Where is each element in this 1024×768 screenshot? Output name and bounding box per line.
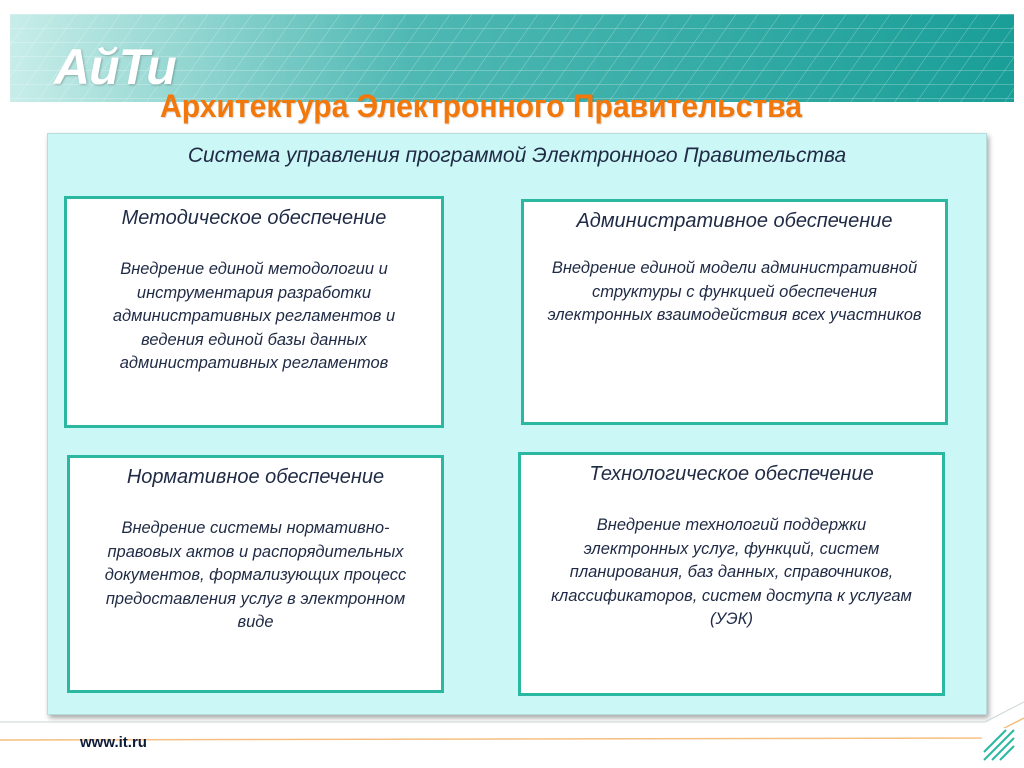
footer-decoration	[0, 680, 1024, 768]
card-title: Методическое обеспечение	[121, 207, 387, 229]
card-text: Внедрение технологий поддержки электронных услуг, функций, систем планирования, баз данных, справочников, классификаторов, систем доступа к услугам (УЭК)	[551, 516, 912, 628]
card-text: Внедрение единой методологии и инструментария разработки административных регламентов и ведения единой базы данных административных регламентов	[112, 260, 396, 372]
main-panel	[47, 133, 987, 715]
card-normative	[67, 455, 444, 693]
panel-title: Система управления программой Электронного Правительства	[187, 144, 847, 167]
card-technological	[518, 452, 945, 696]
card-text: Внедрение системы нормативно-правовых актов и распорядительных документов, формализующих процесс предоставления услуг в электронном виде	[104, 519, 407, 631]
card-text: Внедрение единой модели административной структуры с функцией обеспечения электронных взаимодействия всех участников	[547, 259, 922, 324]
card-methodical	[64, 196, 444, 428]
company-logo: АйТи	[54, 39, 176, 95]
page-title: Архитектура Электронного Правительства	[160, 88, 802, 124]
corner-stripes-icon	[982, 728, 1016, 762]
footer-url[interactable]: www.it.ru	[80, 734, 147, 751]
card-administrative	[521, 199, 948, 425]
card-title: Административное обеспечение	[576, 210, 893, 232]
card-title: Технологическое обеспечение	[589, 463, 874, 485]
card-title: Нормативное обеспечение	[126, 466, 385, 488]
